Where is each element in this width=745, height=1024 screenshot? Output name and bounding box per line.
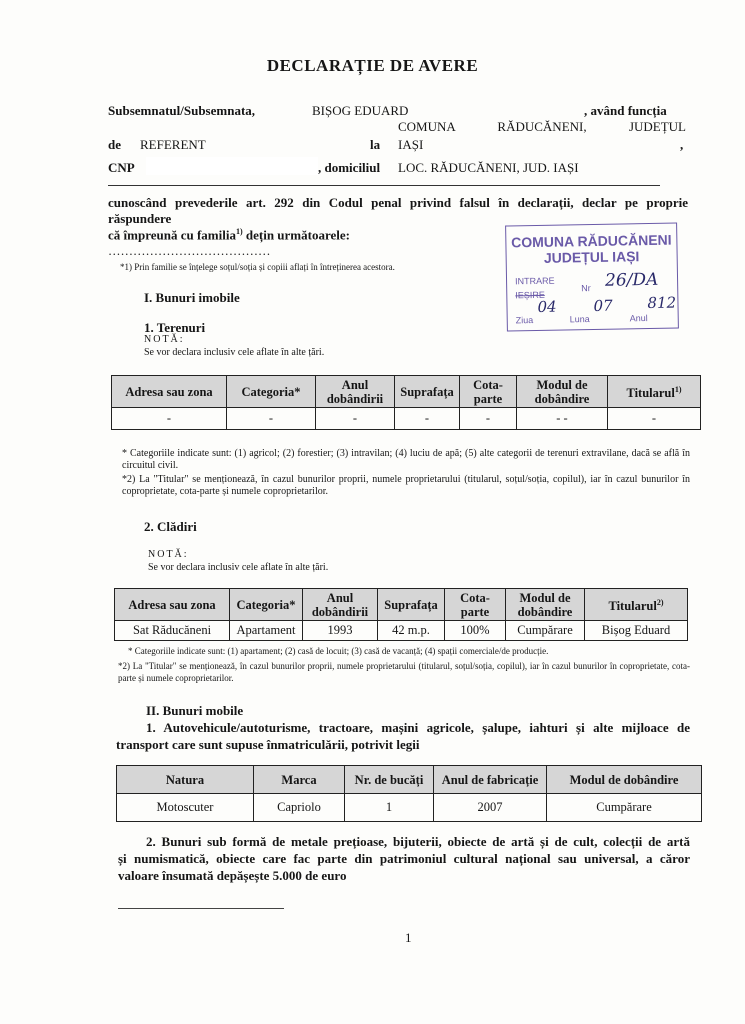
section2-heading: II. Bunuri mobile	[146, 703, 244, 718]
institutie-line2: IAȘI	[398, 137, 424, 152]
section2-sub1-line1: 1. Autovehicule/autoturisme, tractoare, mașini agricole, șalupe, iahturi și alte mijloace de	[146, 720, 690, 735]
section2-sub2-line1: 2. Bunuri sub formă de metale prețioase, bijuterii, obiecte de artă și de cult, colecții de artă	[146, 834, 690, 849]
col-categoria: Categoria*	[227, 376, 316, 408]
stamp-luna: 07	[593, 296, 613, 315]
cladiri-nota: NOTĂ:	[148, 549, 189, 560]
col-modul: Modul de dobândire	[506, 589, 585, 621]
stamp-line1: COMUNA RĂDUCĂNENI	[510, 231, 672, 251]
col-cota: Cota-parte	[460, 376, 517, 408]
cell-suprafata: -	[395, 408, 460, 430]
cell-natura: Motoscuter	[117, 794, 254, 822]
subsemnatul-label: Subsemnatul/Subsemnata,	[108, 103, 256, 118]
cell-titular: -	[608, 408, 701, 430]
col-anul-fabricatie: Anul de fabricație	[434, 766, 547, 794]
intro-line3	[108, 227, 350, 243]
cell-categoria: -	[227, 408, 316, 430]
stamp-intrare: INTRARE	[514, 275, 555, 287]
footnote-familie: *1) Prin familie se înțelege soțul/soția și copiii aflați în întreținerea acestora.	[120, 262, 395, 272]
registration-stamp	[505, 223, 679, 332]
section2-sub2-line2: și numismatică, obiecte care fac parte din patrimoniul cultural național sau universal, a căror	[118, 851, 690, 866]
stamp-line2: JUDEȚUL IAȘI	[543, 248, 640, 266]
cell-modul: Cumpărare	[547, 794, 702, 822]
de-label: de	[108, 137, 121, 152]
col-modul: Modul de dobândire	[517, 376, 608, 408]
terenuri-note2: *2) La "Titular" se menționează, în cazul bunurilor proprii, numele proprietarului (titularul, soțul/soția, copilul), iar în cazul bunurilor în coproprietate, cota-parte și numele coproprietarilor.	[122, 474, 690, 497]
stamp-anul: 812	[647, 293, 677, 313]
cell-categoria: Apartament	[230, 621, 303, 641]
table-row	[117, 794, 702, 822]
col-suprafata: Suprafața	[378, 589, 445, 621]
cell-nr-bucati: 1	[345, 794, 434, 822]
functia-value: REFERENT	[140, 137, 206, 152]
intro-line3-sup: 1)	[235, 227, 243, 236]
footnote-rule	[118, 908, 284, 909]
col-marca: Marca	[254, 766, 345, 794]
col-anul: Anul dobândirii	[316, 376, 395, 408]
page-number: 1	[405, 930, 412, 945]
cell-marca: Capriolo	[254, 794, 345, 822]
col-titular	[585, 589, 688, 621]
cladiri-note2: *2) La "Titular" se menționează, în cazul bunurilor proprii, numele proprietarului (titularul, soțul/soția, copilul), iar în cazul bunurilor în coproprietate, cota-parte și numele coproprietarilor.	[118, 661, 690, 683]
table-row	[115, 621, 688, 641]
col-cota: Cota-parte	[445, 589, 506, 621]
section1-heading: I. Bunuri imobile	[144, 290, 240, 305]
col-titular-label: Titularul	[608, 599, 657, 614]
col-modul: Modul de dobândire	[547, 766, 702, 794]
stamp-iesire: IEȘIRE	[515, 289, 545, 301]
cell-cota: 100%	[445, 621, 506, 641]
col-titular-sup: 2)	[656, 597, 664, 607]
institutie-line1: COMUNA RĂDUCĂNENI, JUDEȚUL	[398, 119, 686, 134]
cell-anul-fabricatie: 2007	[434, 794, 547, 822]
terenuri-nota-text: Se vor declara inclusiv cele aflate în alte țări.	[144, 347, 325, 358]
bunuri-mobile-table	[116, 765, 702, 822]
cell-modul: - -	[517, 408, 608, 430]
domiciliul-label: , domiciliul	[318, 160, 381, 175]
stamp-ziua: 04	[537, 297, 557, 316]
col-adresa: Adresa sau zona	[112, 376, 227, 408]
section2-sub1-line2: transport care sunt supuse înmatriculării, potrivit legii	[116, 737, 420, 752]
cell-cota: -	[460, 408, 517, 430]
domiciliul-value: LOC. RĂDUCĂNENI, JUD. IAȘI	[398, 160, 579, 175]
stamp-luna-label: Luna	[569, 314, 590, 325]
stamp-nr-label: Nr	[581, 283, 591, 294]
cell-suprafata: 42 m.p.	[378, 621, 445, 641]
table-row	[112, 408, 701, 430]
dots-line: …………………………………	[108, 244, 271, 258]
cnp-label: CNP	[108, 160, 135, 175]
terenuri-table	[111, 375, 701, 430]
col-titular-sup: 1)	[674, 384, 682, 394]
intro-line3-a: că împreună cu familia	[108, 227, 236, 243]
cnp-redacted	[146, 157, 318, 175]
terenuri-heading: 1. Terenuri	[144, 320, 206, 335]
cell-adresa: -	[112, 408, 227, 430]
stamp-anul-label: Anul	[629, 313, 648, 324]
cell-modul: Cumpărare	[506, 621, 585, 641]
cell-titular: Bișog Eduard	[585, 621, 688, 641]
cell-anul: -	[316, 408, 395, 430]
col-titular-label: Titularul	[626, 386, 675, 401]
cladiri-nota-text: Se vor declara inclusiv cele aflate în alte țări.	[148, 562, 329, 573]
cell-adresa: Sat Răducăneni	[115, 621, 230, 641]
la-label: la	[370, 137, 381, 152]
intro-line3-b: dețin următoarele:	[242, 227, 350, 243]
col-adresa: Adresa sau zona	[115, 589, 230, 621]
col-categoria: Categoria*	[230, 589, 303, 621]
stamp-ziua-label: Ziua	[515, 315, 534, 326]
header-rule	[108, 185, 660, 186]
col-natura: Natura	[117, 766, 254, 794]
stamp-nr-value: 26/DA	[604, 269, 659, 291]
intro-line2: răspundere	[108, 211, 172, 226]
cell-anul: 1993	[303, 621, 378, 641]
terenuri-nota: NOTĂ:	[144, 334, 185, 345]
declarant-name: BIȘOG EDUARD	[312, 103, 409, 118]
section2-sub2-line3: valoare însumată depășește 5.000 de euro	[118, 868, 347, 883]
cladiri-heading: 2. Clădiri	[144, 519, 197, 534]
intro-line1: cunoscând prevederile art. 292 din Codul penal privind falsul în declarații, declar pe proprie	[108, 195, 688, 210]
col-nr-bucati: Nr. de bucăți	[345, 766, 434, 794]
page-title: DECLARAȚIE DE AVERE	[266, 56, 479, 75]
col-suprafata: Suprafața	[395, 376, 460, 408]
avand-functia-label: , având funcția	[584, 103, 667, 118]
terenuri-note1: * Categoriile indicate sunt: (1) agricol; (2) forestier; (3) intravilan; (4) luciu de apă; (5) alte categorii de terenuri extravilane, dacă se află în circuitul civil.	[122, 448, 690, 471]
cladiri-note1: * Categoriile indicate sunt: (1) apartament; (2) casă de locuit; (3) casă de vacanță; (4) spații comerciale/de producție.	[128, 646, 549, 656]
cladiri-table	[114, 588, 688, 641]
header-comma: ,	[680, 137, 684, 152]
col-titular	[608, 376, 701, 408]
col-anul: Anul dobândirii	[303, 589, 378, 621]
